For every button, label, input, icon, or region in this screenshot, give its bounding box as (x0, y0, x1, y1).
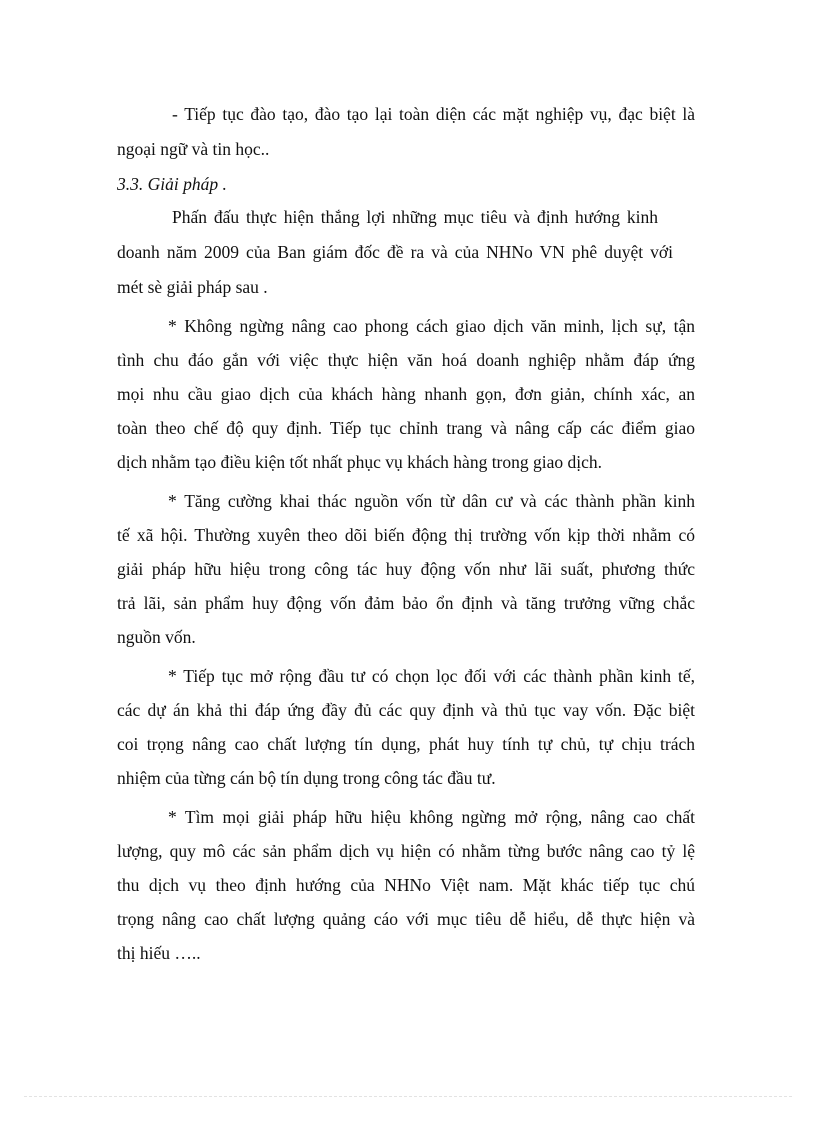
paragraph-line: ngoại ngữ và tin học.. (117, 139, 270, 159)
paragraph-line: tế xã hội. Thường xuyên theo dõi biến động thị trường vốn kịp thời nhằm có (117, 525, 695, 545)
paragraph-line: trả lãi, sản phẩm huy động vốn đảm bảo ổn định và tăng trưởng vững chắc (117, 593, 695, 613)
paragraph-line: nhiệm của từng cán bộ tín dụng trong công tác đầu tư. (117, 768, 496, 788)
paragraph-line: các dự án khả thi đáp ứng đầy đủ các quy định và thủ tục vay vốn. Đặc biệt (117, 700, 695, 720)
paragraph-line: trọng nâng cao chất lượng quảng cáo với mục tiêu dễ hiểu, dễ thực hiện và (117, 909, 695, 929)
paragraph-line: thu dịch vụ theo định hướng của NHNo Việt nam. Mặt khác tiếp tục chú (117, 875, 695, 895)
paragraph-line: tình chu đáo gắn với việc thực hiện văn hoá doanh nghiệp nhằm đáp ứng (117, 350, 695, 370)
paragraph-line: * Không ngừng nâng cao phong cách giao dịch văn minh, lịch sự, tận (168, 316, 695, 336)
section-heading: 3.3. Giải pháp . (117, 174, 227, 194)
paragraph-line: lượng, quy mô các sản phẩm dịch vụ hiện có nhằm từng bước nâng cao tỷ lệ (117, 841, 695, 861)
paragraph-line: doanh năm 2009 của Ban giám đốc đề ra và của NHNo VN phê duyệt với (117, 242, 673, 262)
paragraph-line: * Tìm mọi giải pháp hữu hiệu không ngừng mở rộng, nâng cao chất (168, 807, 695, 827)
paragraph-line: - Tiếp tục đào tạo, đào tạo lại toàn diện các mặt nghiệp vụ, đạc biệt là (172, 104, 695, 124)
paragraph-line: coi trọng nâng cao chất lượng tín dụng, phát huy tính tự chủ, tự chịu trách (117, 734, 695, 754)
paragraph-line: mọi nhu cầu giao dịch của khách hàng nhanh gọn, đơn giản, chính xác, an (117, 384, 695, 404)
page-footer-divider (24, 1096, 792, 1097)
paragraph-line: * Tiếp tục mở rộng đầu tư có chọn lọc đối với các thành phần kinh tế, (168, 666, 695, 686)
paragraph-line: dịch nhằm tạo điều kiện tốt nhất phục vụ khách hàng trong giao dịch. (117, 452, 603, 472)
paragraph-line: toàn theo chế độ quy định. Tiếp tục chỉnh trang và nâng cấp các điểm giao (117, 418, 695, 438)
paragraph-line: giải pháp hữu hiệu trong công tác huy động vốn như lãi suất, phương thức (117, 559, 695, 579)
paragraph-line: Phấn đấu thực hiện thắng lợi những mục tiêu và định hướng kinh (172, 207, 658, 227)
paragraph-line: * Tăng cường khai thác nguồn vốn từ dân cư và các thành phần kinh (168, 491, 695, 511)
paragraph-line: mét sè giải pháp sau . (117, 277, 268, 297)
paragraph-line: nguồn vốn. (117, 627, 196, 647)
paragraph-line: thị hiếu ….. (117, 943, 201, 963)
